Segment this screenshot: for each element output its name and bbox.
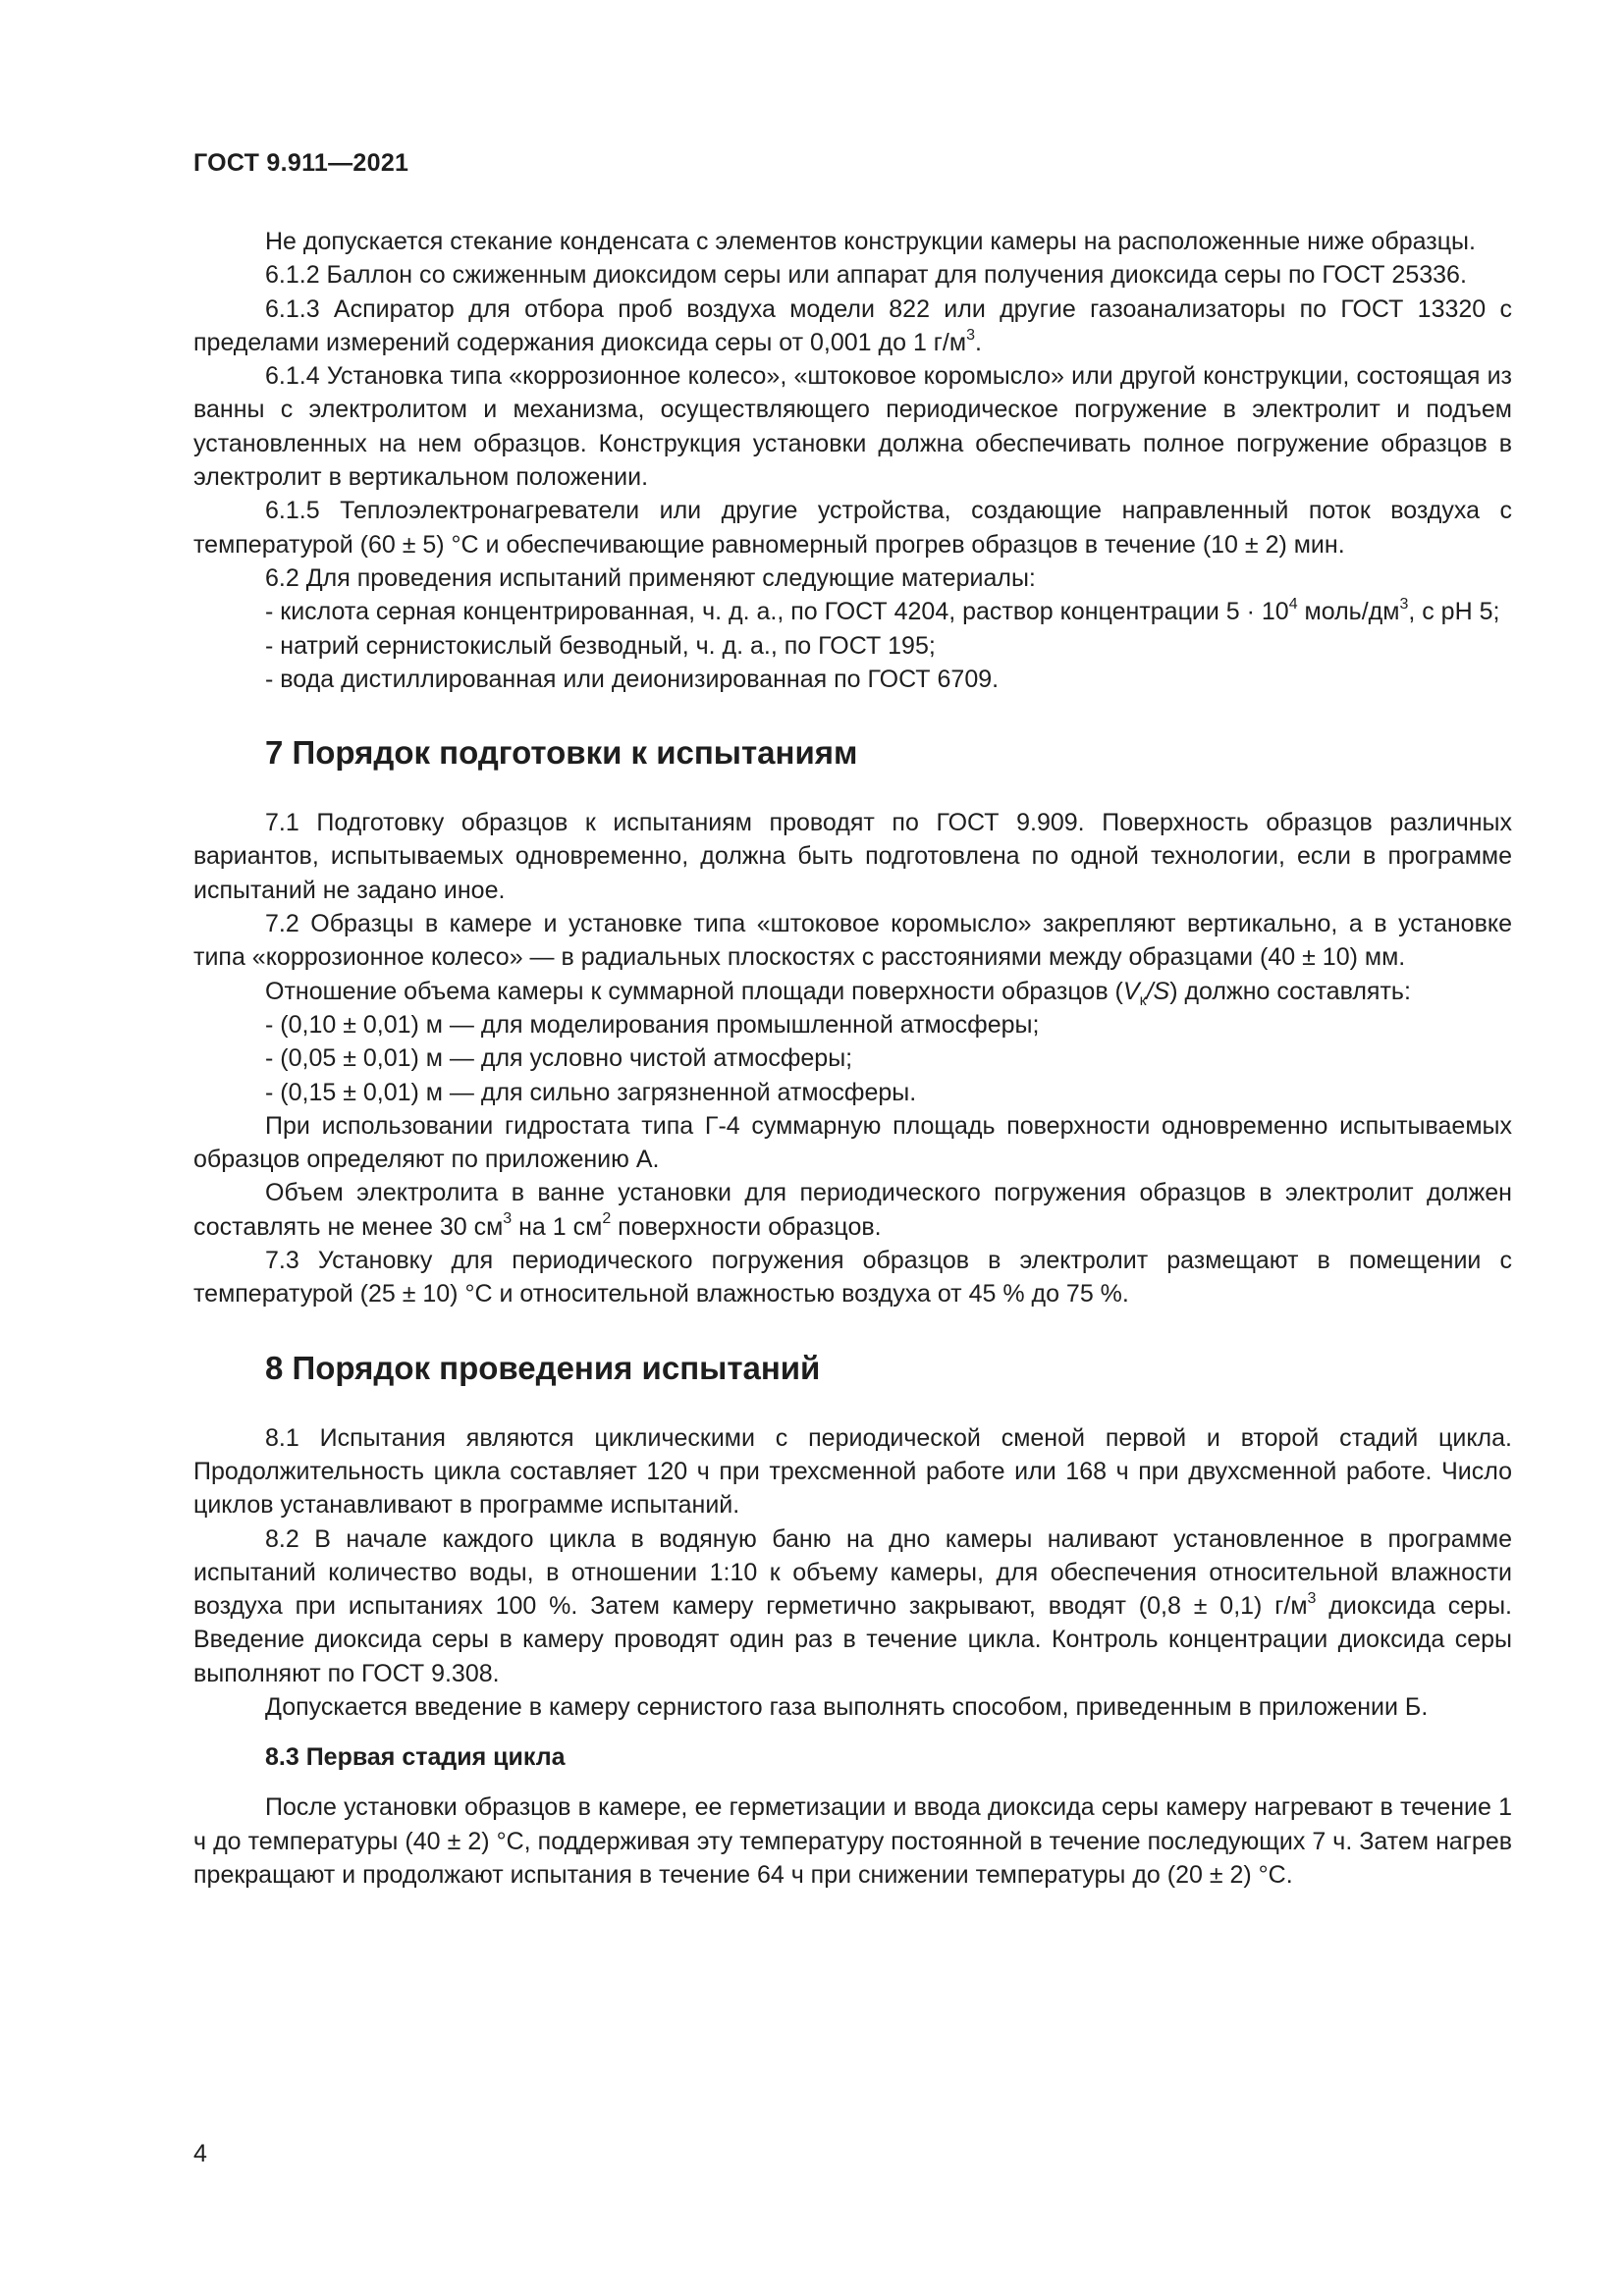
paragraph-8-1: 8.1 Испытания являются циклическими с периодической сменой первой и второй стадий цикла. Продолжительность цикла составляет 120 ч при трехсменной работе или 168 ч при двухсменной работе. Число циклов устанавливают в программе испытаний.: [193, 1423, 1512, 1520]
section-heading-7: 7 Порядок подготовки к испытаниям: [265, 734, 858, 772]
paragraph-text: поверхности образцов.: [611, 1212, 882, 1241]
list-item-text: моль/дм: [1297, 598, 1400, 626]
section-heading-8: 8 Порядок проведения испытаний: [265, 1349, 821, 1386]
list-item-polluted: - (0,15 ± 0,01) м — для сильно загрязненной атмосферы.: [265, 1078, 917, 1106]
subscript: к: [1139, 991, 1147, 1009]
list-item-water: - вода дистиллированная или деионизированная по ГОСТ 6709.: [265, 665, 1000, 693]
paragraph-6-1-4: 6.1.4 Установка типа «коррозионное колесо», «штоковое коромысло» или другой конструкции, состоящая из ванны с электролитом и механизма, осуществляющего периодическое погружение в электролит и подъем установленных на нем образцов. Конструкция установки должна обеспечивать полное погружение образцов в электролит в вертикальном положении.: [193, 362, 1512, 492]
symbol-v: V: [1122, 977, 1140, 1005]
symbol-s: /S: [1146, 977, 1170, 1005]
paragraph-7-3: 7.3 Установку для периодического погружения образцов в электролит размещают в помещении с температурой (25 ± 10) °С и относительной влажностью воздуха от 45 % до 75 %.: [193, 1247, 1512, 1308]
paragraph-volume-ratio: [193, 975, 1512, 1008]
list-item-text: - кислота серная концентрированная, ч. д. а., по ГОСТ 4204, раствор концентрации 5 · 10: [265, 598, 1289, 626]
paragraph-7-1: 7.1 Подготовку образцов к испытаниям проводят по ГОСТ 9.909. Поверхность образцов различных вариантов, испытываемых одновременно, должна быть подготовлена по одной технологии, если в программе испытаний не задано иное.: [193, 809, 1512, 904]
paragraph-6-1-5: 6.1.5 Теплоэлектронагреватели или другие устройства, создающие направленный поток воздуха с температурой (60 ± 5) °С и обеспечивающие равномерный прогрев образцов в течение (10 ± 2) мин.: [193, 497, 1512, 559]
paragraph-text: Объем электролита в ванне установки для периодического погружения образцов в электролит должен составлять не менее 30 см: [193, 1179, 1512, 1241]
paragraph-electrolyte-volume: [193, 1176, 1512, 1244]
list-item-sodium-sulfite: - натрий сернистокислый безводный, ч. д. а., по ГОСТ 195;: [265, 631, 936, 660]
paragraph-text: диоксида серы. Введение диоксида серы в камеру проводят один раз в течение цикла. Контроль концентрации диоксида серы выполняют по ГОСТ 9.308.: [193, 1592, 1513, 1687]
page-number: 4: [193, 2140, 207, 2167]
superscript: 3: [1307, 1589, 1317, 1607]
paragraph-8-3: После установки образцов в камере, ее герметизации и ввода диоксида серы камеру нагревают в течение 1 ч до температуры (40 ± 2) °С, поддерживая эту температуру постоянной в течение последующих 7 ч. Затем нагрев прекращают и продолжают испытания в течение 64 ч при снижении температуры до (20 ± 2) °С.: [193, 1793, 1512, 1889]
paragraph-text: Отношение объема камеры к суммарной площади поверхности образцов (: [265, 977, 1123, 1005]
list-item-text: , с рН 5;: [1408, 598, 1500, 626]
document-body: [193, 225, 1512, 1892]
paragraph-8-2: [193, 1522, 1512, 1690]
paragraph-6-1-2: 6.1.2 Баллон со сжиженным диоксидом серы или аппарат для получения диоксида серы по ГОСТ 25336.: [265, 261, 1467, 290]
list-item-clean: - (0,05 ± 0,01) м — для условно чистой атмосферы;: [265, 1044, 853, 1073]
paragraph-6-1-3: [193, 293, 1512, 360]
paragraph-text: ) должно составлять:: [1169, 977, 1411, 1005]
list-item-sulfuric-acid: [193, 595, 1512, 628]
superscript: 3: [966, 326, 975, 344]
paragraph-6-1-3-text: 6.1.3 Аспиратор для отбора проб воздуха модели 822 или другие газоанализаторы по ГОСТ 13320 с пределами измерений содержания диоксида серы от 0,001 до 1 г/м: [193, 294, 1512, 356]
document-header: ГОСТ 9.911—2021: [193, 149, 409, 177]
superscript: 2: [602, 1210, 612, 1228]
subsection-heading-8-3: 8.3 Первая стадия цикла: [265, 1743, 566, 1772]
paragraph-text: 8.2 В начале каждого цикла в водяную баню на дно камеры наливают установленное в программе испытаний количество воды, в отношении 1:10 к объему камеры, для обеспечения относительной влажности воздуха при испытаниях 100 %. Затем камеру герметично закрывают, вводят (0,8 ± 0,1) г/м: [193, 1524, 1512, 1621]
list-item-industrial: - (0,10 ± 0,01) м — для моделирования промышленной атмосферы;: [265, 1010, 1040, 1039]
paragraph-7-2: 7.2 Образцы в камере и установке типа «штоковое коромысло» закрепляют вертикально, а в установке типа «коррозионное колесо» — в радиальных плоскостях с расстояниями между образцами (40 ± 10) мм.: [193, 910, 1512, 972]
paragraph-hydrostat: При использовании гидростата типа Г-4 суммарную площадь поверхности одновременно испытываемых образцов определяют по приложению А.: [193, 1111, 1512, 1174]
superscript: 3: [1399, 595, 1409, 613]
superscript: 4: [1288, 595, 1298, 613]
paragraph-6-1-3-end: .: [974, 328, 982, 356]
paragraph-condensate: Не допускается стекание конденсата с элементов конструкции камеры на расположенные ниже образцы.: [265, 228, 1476, 255]
paragraph-text: на 1 см: [512, 1212, 603, 1241]
paragraph-gas-method: Допускается введение в камеру сернистого газа выполнять способом, приведенным в приложении Б.: [265, 1692, 1429, 1721]
paragraph-6-2: 6.2 Для проведения испытаний применяют следующие материалы:: [265, 563, 1036, 592]
superscript: 3: [503, 1210, 513, 1228]
